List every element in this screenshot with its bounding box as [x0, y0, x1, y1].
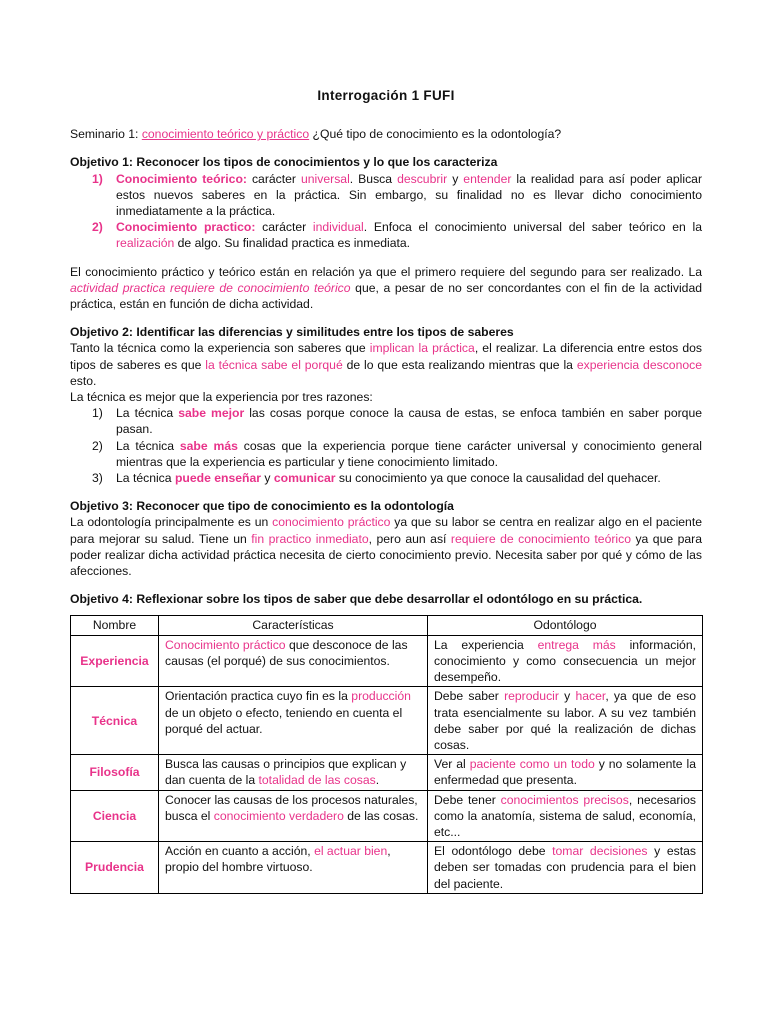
objetivo-1-paragraph: El conocimiento práctico y teórico están en relación ya que el primero requiere del segundo para ser realizado. La actividad practica requiere de conocimiento teórico que, a pesar de no ser concordantes con el fin de la actividad práctica, están en función de dicha actividad. — [70, 264, 703, 312]
row-name: Ciencia — [71, 790, 159, 842]
objetivo-4-heading: Objetivo 4: Reflexionar sobre los tipos de saber que debe desarrollar el odontólogo en su práctica. — [70, 592, 643, 607]
row-name: Prudencia — [71, 842, 159, 894]
objetivo-1-list — [70, 171, 702, 252]
table-row — [71, 842, 703, 894]
row-odontologo: Debe tener conocimientos precisos, necesarios como la anatomía, sistema de salud, economía, etc... — [428, 790, 703, 842]
row-odontologo: La experiencia entrega más información, conocimiento y como consecuencia un mejor desempeño. — [428, 635, 703, 687]
row-caracteristicas: Acción en cuanto a acción, el actuar bien, propio del hombre virtuoso. — [159, 842, 428, 894]
objetivo-3-heading: Objetivo 3: Reconocer que tipo de conocimiento es la odontología — [70, 499, 454, 514]
list-item: 1) La técnica sabe mejor las cosas porque conoce la causa de estas, se enfoca también en saber porque pasan. — [92, 406, 702, 437]
row-odontologo: Debe saber reproducir y hacer, ya que de eso trata esencialmente su labor. A su vez también debe saber por qué la realización de dichas cosas. — [428, 687, 703, 755]
list-item: 1) Conocimiento teórico: carácter universal. Busca descubrir y entender la realidad para así poder aplicar estos nuevos saberes en la práctica. Sin embargo, su finalidad no es llevar dicho conocimiento inmediatamente a la práctica. — [92, 171, 703, 219]
header-odontologo: Odontólogo — [428, 616, 703, 635]
row-caracteristicas: Busca las causas o principios que explican y dan cuenta de la totalidad de las cosas. — [159, 755, 428, 790]
row-caracteristicas: Conocimiento práctico que desconoce de las causas (el porqué) de sus conocimientos. — [159, 635, 428, 687]
list-item: 3) La técnica puede enseñar y comunicar su conocimiento ya que conoce la causalidad del quehacer. — [92, 471, 661, 486]
objetivo-3-paragraph: La odontología principalmente es un conocimiento práctico ya que su labor se centra en realizar algo en el paciente para mejorar su salud. Tiene un fin practico inmediato, pero aun así requiere de conocimiento teórico ya que para poder realizar dicha actividad práctica necesita de cierto conocimiento previo. Necesita saber por qué y cómo de las afecciones. — [70, 515, 702, 579]
header-caracteristicas: Características — [159, 616, 428, 635]
list-item: 2) Conocimiento practico: carácter individual. Enfoca el conocimiento universal del saber teórico en la realización de algo. Su finalidad practica es inmediata. — [92, 220, 702, 251]
objetivo-2-list — [70, 405, 702, 486]
row-name: Filosofía — [71, 755, 159, 790]
row-name: Experiencia — [71, 635, 159, 687]
saberes-table — [70, 615, 703, 893]
row-caracteristicas: Conocer las causas de los procesos naturales, busca el conocimiento verdadero de las cosas. — [159, 790, 428, 842]
header-nombre: Nombre — [71, 616, 159, 635]
objetivo-2-intro: La técnica es mejor que la experiencia por tres razones: — [70, 390, 373, 405]
row-caracteristicas: Orientación practica cuyo fin es la producción de un objeto o efecto, teniendo en cuenta el porqué del actuar. — [159, 687, 428, 755]
seminario-line: Seminario 1: conocimiento teórico y práctico ¿Qué tipo de conocimiento es la odontología? — [70, 127, 562, 142]
row-name: Técnica — [71, 687, 159, 755]
list-item: 2) La técnica sabe más cosas que la experiencia porque tiene carácter universal y conocimiento general mientras que la experiencia es particular y tiene conocimiento limitado. — [92, 438, 702, 469]
objetivo-2-heading: Objetivo 2: Identificar las diferencias y similitudes entre los tipos de saberes — [70, 325, 514, 340]
table-header-row — [71, 616, 703, 635]
document-title: Interrogación 1 FUFI — [317, 88, 455, 103]
row-odontologo: El odontólogo debe tomar decisiones y estas deben ser tomadas con prudencia para el bien del paciente. — [428, 842, 703, 894]
table-row — [71, 755, 703, 790]
document-page — [70, 88, 702, 894]
table-row — [71, 790, 703, 842]
table-row — [71, 687, 703, 755]
row-odontologo: Ver al paciente como un todo y no solamente la enfermedad que presenta. — [428, 755, 703, 790]
objetivo-2-paragraph: Tanto la técnica como la experiencia son saberes que implican la práctica, el realizar. La diferencia entre estos dos tipos de saberes es que la técnica sabe el porqué de lo que esta realizando mientras que la experiencia desconoce esto. — [70, 341, 703, 388]
seminario-topic: conocimiento teórico y práctico — [141, 127, 310, 142]
table-row — [71, 635, 703, 687]
objetivo-1-heading: Objetivo 1: Reconocer los tipos de conocimientos y lo que los caracteriza — [70, 155, 498, 170]
